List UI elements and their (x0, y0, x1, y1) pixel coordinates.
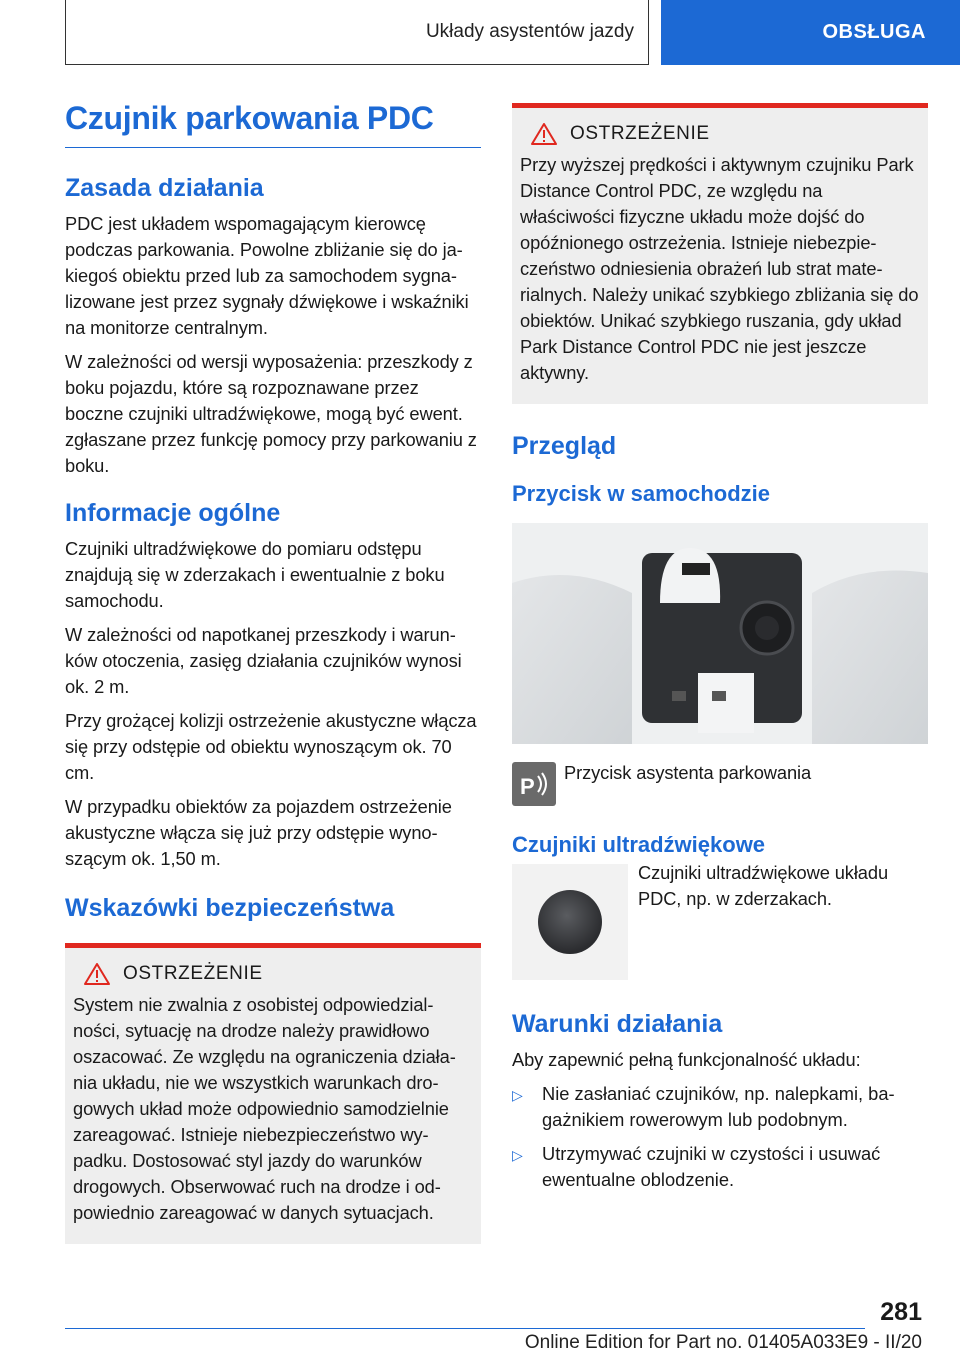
warning-text: System nie zwalnia z osobistej odpowiedzialności, sytuację na drodze należy prawidłowo oszacować. Ze względu na ograniczenia działania układu, nie we wszystkich warunkach drogowych układ może odpowiednio samodzielnie zareagować. Istnieje niebezpieczeństwo wypadku. Dostosować styl jazdy do warunków drogowych. Obserwować ruch na drodze i odpowiednio zareagować w danych sytuacjach. (73, 994, 456, 1223)
warning-title (73, 962, 473, 986)
triangle-bullet-icon: ▷ (512, 1147, 523, 1163)
warning-text: Przy wyższej prędkości i aktywnym czujniku Park Distance Control PDC, ze względu na właściwości fizyczne układu może dojść do opóźnionego ostrzeżenia. Istnieje niebezpieczeństwo odniesienia obrażeń lub strat materialnych. Należy unikać szybkiego zbliżania się do obiektów. Unikać szybkiego ruszania, gdy układ Park Distance Control PDC nie jest jeszcze aktywny. (520, 154, 919, 383)
header-tab-label: OBSŁUGA (822, 21, 926, 43)
park-button-row (512, 762, 928, 806)
header-section-title: Układy asystentów jazdy (425, 21, 634, 42)
console-illustration (512, 523, 928, 744)
warning-triangle-icon (530, 122, 558, 146)
principle-paragraph-2: W zależności od wersji wyposażenia: przeszkody z boku pojazdu, które są rozpoznawane przez boczne czujniki ultradźwiękowe, mogą być ewent. zgłaszane przez funkcję pomocy przy parkowaniu z boku. (65, 351, 477, 476)
right-column (512, 103, 928, 1201)
park-button-caption: Przycisk asystenta parkowania (564, 762, 812, 783)
sensors-heading: Czujniki ultradźwiękowe (512, 832, 766, 857)
parking-assistant-icon (512, 762, 556, 806)
warning-title (520, 122, 920, 146)
header-tab[interactable] (661, 0, 960, 65)
warning-triangle-icon (83, 962, 111, 986)
page-number: 281 (880, 1298, 922, 1326)
warning-label: OSTRZEŻENIE (570, 123, 710, 144)
warning-label: OSTRZEŻENIE (123, 963, 263, 984)
footer-divider (65, 1328, 865, 1329)
conditions-heading: Warunki działania (512, 1010, 723, 1038)
general-heading: Informacje ogólne (65, 499, 281, 527)
ultrasonic-sensor-image (512, 864, 628, 980)
principle-heading: Zasada działania (65, 174, 264, 202)
svg-text:P: P (520, 774, 535, 798)
general-paragraph-4: W przypadku obiektów za pojazdem ostrzeżenie akustyczne włącza się już przy odstępie wynoszącym ok. 1,50 m. (65, 796, 452, 869)
warning-box-left (65, 943, 481, 1244)
general-paragraph-1: Czujniki ultradźwiękowe do pomiaru odstępu znajdują się w zderzakach i ewentualnie z boku samochodu. (65, 538, 445, 611)
header-section (65, 0, 649, 65)
triangle-bullet-icon: ▷ (512, 1087, 523, 1103)
general-paragraph-3: Przy grożącej kolizji ostrzeżenie akustyczne włącza się przy odstępie od obiektu wynoszącym ok. 70 cm. (65, 710, 477, 783)
overview-heading: Przegląd (512, 432, 617, 460)
footer-edition: Online Edition for Part no. 01405A033E9 - II/20 (524, 1332, 922, 1353)
safety-heading: Wskazówki bezpieczeństwa (65, 894, 395, 922)
console-photo (512, 523, 928, 744)
conditions-list (512, 1081, 928, 1193)
page-title: Czujnik parkowania PDC (65, 100, 481, 148)
warning-box-right (512, 103, 928, 404)
sensors-text: Czujniki ultradźwiękowe układu PDC, np. w zderzakach. (638, 862, 889, 909)
button-heading: Przycisk w samochodzie (512, 481, 770, 506)
conditions-intro: Aby zapewnić pełną funkcjonalność układu: (512, 1049, 861, 1070)
sensor-row (512, 864, 928, 980)
general-paragraph-2: W zależności od napotkanej przeszkody i warunków otoczenia, zasięg działania czujników wynosi ok. 2 m. (65, 624, 462, 697)
list-item: ▷ Nie zasłaniać czujników, np. nalepkami, bagażnikiem rowerowym lub podobnym. (512, 1083, 895, 1130)
principle-paragraph-1: PDC jest układem wspomagającym kierowcę podczas parkowania. Powolne zbliżanie się do jakiegoś obiektu przed lub za samochodem sygnalizowane jest przez sygnały dźwiękowe i wskaźniki na monitorze centralnym. (65, 213, 469, 338)
left-column (65, 100, 481, 1244)
list-item: ▷ Utrzymywać czujniki w czystości i usuwać ewentualne oblodzenie. (512, 1143, 881, 1190)
